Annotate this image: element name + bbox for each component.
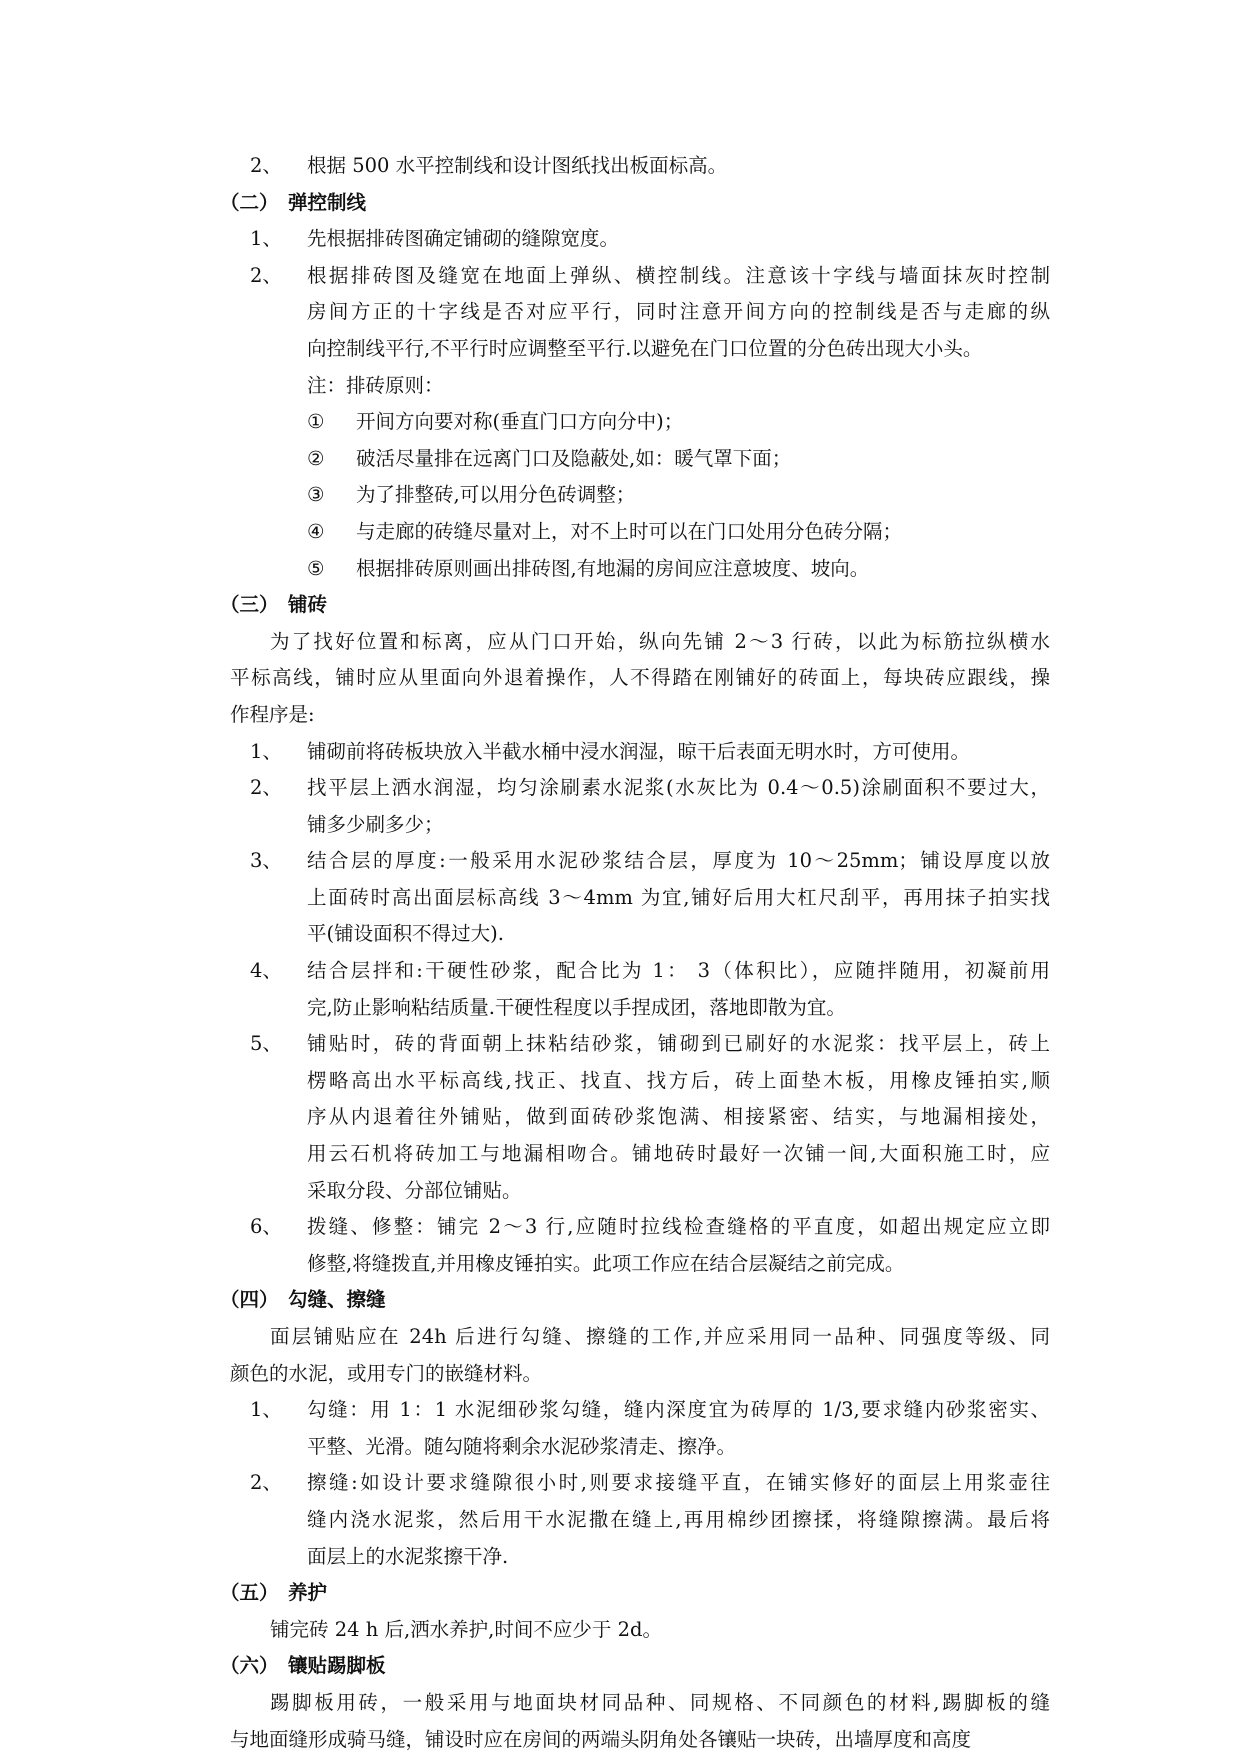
item-text — [307, 1026, 1050, 1209]
section-heading-title: 弹控制线 — [288, 190, 367, 214]
paragraph-line: 踢脚板用砖，一般采用与地面块材同品种、同规格、不同颜色的材料,踢脚板的缝 — [270, 1690, 1050, 1714]
item-text-line: 与走廊的砖缝尽量对上，对不上时可以在门口处用分色砖分隔； — [356, 519, 903, 543]
section-heading — [220, 1575, 1050, 1612]
paragraph — [230, 1685, 1050, 1758]
item-text-line: 采取分段、分部位铺贴。 — [307, 1178, 522, 1202]
paragraph-line: 平标高线，铺时应从里面向外退着操作，人不得踏在刚铺好的砖面上，每块砖应跟线，操 — [230, 666, 1050, 690]
item-number: 6、 — [250, 1215, 282, 1239]
item-number: 2、 — [250, 263, 282, 287]
numbered-item — [230, 1392, 1050, 1465]
item-text — [356, 404, 1050, 441]
item-text — [307, 148, 1050, 185]
item-number: 1、 — [250, 739, 282, 763]
item-text — [356, 551, 1050, 588]
item-number: 2、 — [250, 1471, 282, 1495]
document-page — [220, 148, 1050, 1758]
numbered-item — [230, 734, 1050, 771]
principle-marker: ④ — [307, 519, 325, 543]
item-text-line: 结合层的厚度:一般采用水泥砂浆结合层，厚度为 10～25mm；铺设厚度以放 — [307, 849, 1050, 873]
item-text — [307, 843, 1050, 953]
principle-item — [230, 404, 1050, 441]
section-heading-title: 养护 — [288, 1581, 328, 1605]
item-number: 1、 — [250, 1398, 282, 1422]
item-number: 2、 — [250, 776, 282, 800]
item-text-line: 找平层上洒水润湿，均匀涂刷素水泥浆(水灰比为 0.4～0.5)涂刷面积不要过大， — [307, 776, 1050, 800]
section-heading-number: （三） — [220, 593, 279, 617]
paragraph-line: 铺完砖 24 h 后,洒水养护,时间不应少于 2d。 — [270, 1617, 662, 1641]
principle-item — [230, 551, 1050, 588]
principle-item — [230, 514, 1050, 551]
item-text-line: 面层上的水泥浆擦干净. — [307, 1544, 509, 1568]
item-text-line: 缝内浇水泥浆，然后用干水泥撒在缝上,再用棉纱团擦揉，将缝隙擦满。最后将 — [307, 1507, 1050, 1531]
note-label: 注：排砖原则： — [307, 373, 444, 397]
numbered-item — [230, 221, 1050, 258]
item-text-line: 用云石机将砖加工与地漏相吻合。铺地砖时最好一次铺一间,大面积施工时，应 — [307, 1142, 1050, 1166]
item-text-line: 结合层拌和:干硬性砂浆，配合比为 1： 3（体积比），应随拌随用，初凝前用 — [307, 959, 1050, 983]
item-text — [356, 441, 1050, 478]
item-text-line: 修整,将缝拨直,并用橡皮锤拍实。此项工作应在结合层凝结之前完成。 — [307, 1251, 905, 1275]
numbered-item — [230, 953, 1050, 1026]
section-heading-number: （二） — [220, 190, 279, 214]
item-text-line: 铺砌前将砖板块放入半截水桶中浸水润湿，晾干后表面无明水时，方可使用。 — [307, 739, 971, 763]
principle-item — [230, 477, 1050, 514]
section-heading-number: （五） — [220, 1581, 279, 1605]
numbered-item — [230, 1209, 1050, 1282]
paragraph-line: 面层铺贴应在 24h 后进行勾缝、擦缝的工作,并应采用同一品种、同强度等级、同 — [270, 1325, 1050, 1348]
item-text-line: 铺贴时，砖的背面朝上抹粘结砂浆，铺砌到已刷好的水泥浆：找平层上，砖上 — [307, 1032, 1050, 1056]
item-text-line: 平(铺设面积不得过大). — [307, 922, 504, 946]
item-text-line: 序从内退着往外铺贴，做到面砖砂浆饱满、相接紧密、结实，与地漏相接处， — [307, 1105, 1050, 1129]
item-text-line: 为了排整砖,可以用分色砖调整； — [356, 483, 636, 507]
paragraph-line: 与地面缝形成骑马缝，铺设时应在房间的两端头阴角处各镶贴一块砖，出墙厚度和高度 — [230, 1727, 972, 1751]
principle-item — [230, 441, 1050, 478]
item-text — [307, 734, 1050, 771]
section-heading-title: 铺砖 — [288, 593, 328, 617]
item-text-line: 勾缝：用 1：1 水泥细砂浆勾缝，缝内深度宜为砖厚的 1/3,要求缝内砂浆密实、 — [307, 1398, 1050, 1422]
numbered-item — [230, 1465, 1050, 1575]
item-text-line: 根据排砖原则画出排砖图,有地漏的房间应注意坡度、坡向。 — [356, 556, 870, 580]
item-text-line: 完,防止影响粘结质量.干硬性程度以手捏成团，落地即散为宜。 — [307, 995, 846, 1019]
item-text-line: 平整、光滑。随勾随将剩余水泥砂浆清走、擦净。 — [307, 1434, 737, 1458]
item-text-line: 根据排砖图及缝宽在地面上弹纵、横控制线。注意该十字线与墙面抹灰时控制 — [307, 263, 1050, 287]
principle-marker: ① — [307, 410, 325, 434]
item-text — [307, 221, 1050, 258]
section-heading — [220, 1648, 1050, 1685]
item-text — [307, 1392, 1050, 1465]
section-heading-title: 勾缝、擦缝 — [288, 1288, 386, 1312]
item-number: 5、 — [250, 1032, 282, 1056]
principle-marker: ⑤ — [307, 556, 325, 580]
item-number: 3、 — [250, 849, 282, 873]
item-text — [307, 770, 1050, 843]
section-heading-title: 镶贴踢脚板 — [288, 1654, 386, 1678]
item-text — [307, 1465, 1050, 1575]
paragraph-line: 作程序是: — [230, 702, 315, 726]
section-heading — [220, 185, 1050, 222]
paragraph — [230, 1612, 1050, 1649]
numbered-item — [230, 770, 1050, 843]
item-text — [307, 1209, 1050, 1282]
item-text-line: 拨缝、修整：铺完 2～3 行,应随时拉线检查缝格的平直度，如超出规定应立即 — [307, 1215, 1050, 1239]
item-text-line: 向控制线平行,不平行时应调整至平行.以避免在门口位置的分色砖出现大小头。 — [307, 336, 983, 360]
numbered-item — [230, 148, 1050, 185]
item-text-line: 楞略高出水平标高线,找正、找直、找方后，砖上面垫木板，用橡皮锤拍实,顺 — [307, 1068, 1050, 1092]
item-text-line: 开间方向要对称(垂直门口方向分中)； — [356, 410, 684, 434]
item-text-line: 上面砖时高出面层标高线 3～4mm 为宜,铺好后用大杠尺刮平，再用抹子拍实找 — [307, 885, 1050, 909]
item-text — [356, 514, 1050, 551]
section-heading — [220, 587, 1050, 624]
item-number: 4、 — [250, 959, 282, 983]
section-heading-number: （六） — [220, 1654, 279, 1678]
item-text-line: 先根据排砖图确定铺砌的缝隙宽度。 — [307, 227, 620, 251]
item-text-line: 擦缝:如设计要求缝隙很小时,则要求接缝平直，在铺实修好的面层上用浆壶往 — [307, 1471, 1050, 1495]
item-text-line: 房间方正的十字线是否对应平行，同时注意开间方向的控制线是否与走廊的纵 — [307, 300, 1050, 324]
item-text — [307, 953, 1050, 1026]
principle-marker: ③ — [307, 483, 325, 507]
item-number: 2、 — [250, 154, 282, 177]
item-text — [307, 258, 1050, 368]
section-heading-number: （四） — [220, 1288, 279, 1312]
item-text-line: 根据 500 水平控制线和设计图纸找出板面标高。 — [307, 154, 728, 177]
paragraph-line: 为了找好位置和标离，应从门口开始，纵向先铺 2～3 行砖，以此为标筋拉纵横水 — [270, 629, 1050, 653]
numbered-item — [230, 1026, 1050, 1209]
item-number: 1、 — [250, 227, 282, 251]
section-heading — [220, 1282, 1050, 1319]
item-text — [356, 477, 1050, 514]
item-text-line: 铺多少刷多少； — [307, 812, 444, 836]
item-text-line: 破活尽量排在远离门口及隐蔽处,如：暖气罩下面； — [356, 446, 792, 470]
paragraph-line: 颜色的水泥，或用专门的嵌缝材料。 — [230, 1361, 543, 1385]
numbered-item — [230, 258, 1050, 368]
paragraph — [230, 1319, 1050, 1392]
principle-marker: ② — [307, 446, 325, 470]
numbered-item — [230, 843, 1050, 953]
paragraph — [230, 624, 1050, 734]
